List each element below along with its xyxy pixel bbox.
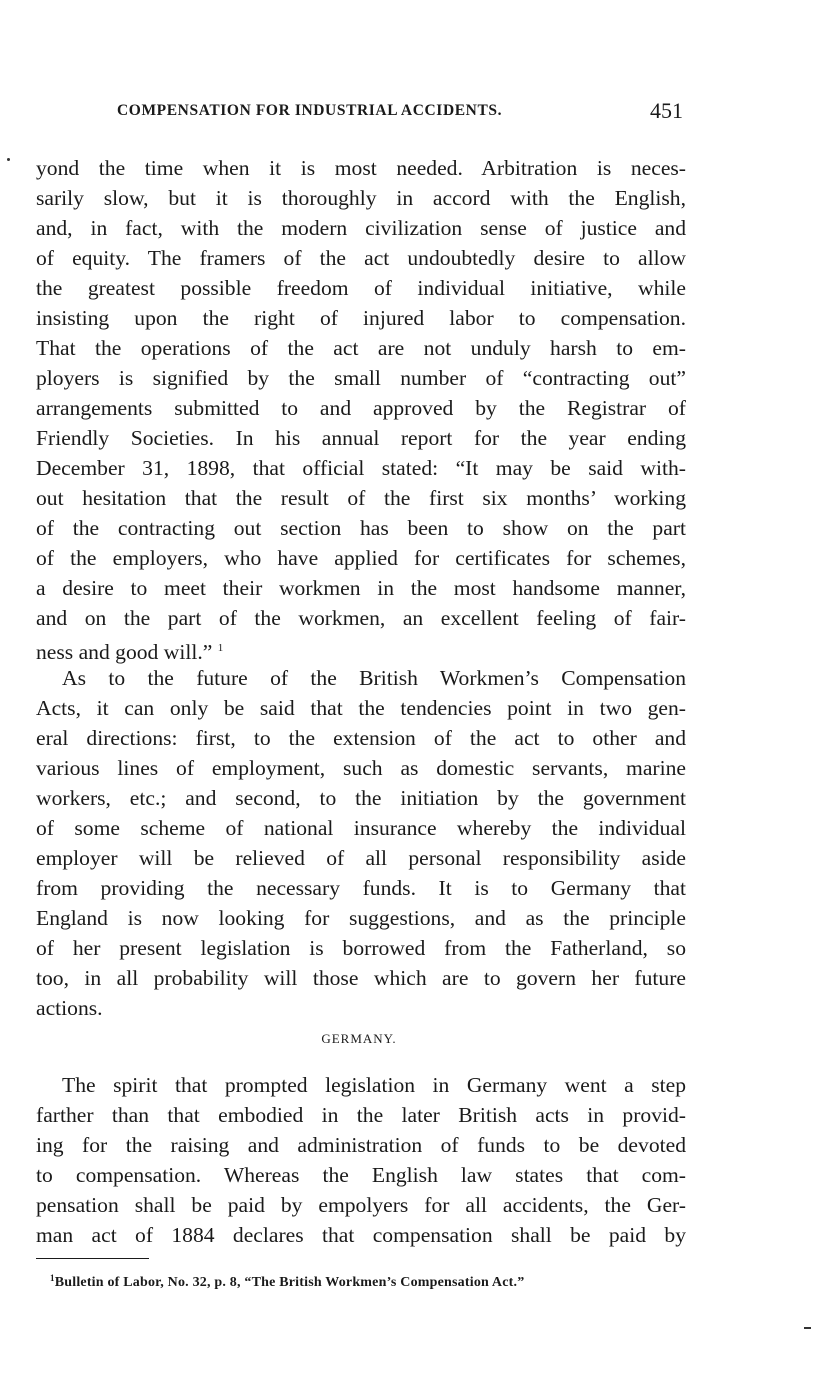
text-line: and on the part of the workmen, an excellent feeling of fair- <box>36 606 686 630</box>
text-line: insisting upon the right of injured labor to compensation. <box>36 306 686 330</box>
text-line: employer will be relieved of all personal responsibility aside <box>36 846 686 870</box>
text-line: yond the time when it is most needed. Arbitration is neces- <box>36 156 686 180</box>
text-line: of some scheme of national insurance whereby the individual <box>36 816 686 840</box>
text-line: workers, etc.; and second, to the initiation by the government <box>36 786 686 810</box>
text-line: That the operations of the act are not unduly harsh to em- <box>36 336 686 360</box>
text-line: England is now looking for suggestions, and as the principle <box>36 906 686 930</box>
footnote-reference: 1 <box>217 642 224 654</box>
text-line: arrangements submitted to and approved by the Registrar of <box>36 396 686 420</box>
text-line: of equity. The framers of the act undoubtedly desire to allow <box>36 246 686 270</box>
footnote-text: Bulletin of Labor, No. 32, p. 8, “The British Workmen’s Compensation Act.” <box>54 1275 525 1290</box>
text-line: and, in fact, with the modern civilization sense of justice and <box>36 216 686 240</box>
text-line: farther than that embodied in the later British acts in provid- <box>36 1103 686 1127</box>
paragraph-germany <box>36 1070 686 1250</box>
text-line: pensation shall be paid by empolyers for all accidents, the Ger- <box>36 1193 686 1217</box>
running-head-title: COMPENSATION FOR INDUSTRIAL ACCIDENTS. <box>117 102 503 119</box>
text-line: the greatest possible freedom of individual initiative, while <box>36 276 686 300</box>
text-line-last: actions. <box>36 996 103 1020</box>
text-line: from providing the necessary funds. It is to Germany that <box>36 876 686 900</box>
text-line: of her present legislation is borrowed from the Fatherland, so <box>36 936 686 960</box>
paragraph-continuation <box>36 153 686 663</box>
text-line: to compensation. Whereas the English law states that com- <box>36 1163 686 1187</box>
text-line-content: ness and good will.” <box>36 640 213 664</box>
text-line: eral directions: first, to the extension of the act to other and <box>36 726 686 750</box>
text-line: sarily slow, but it is thoroughly in accord with the English, <box>36 186 686 210</box>
text-line: various lines of employment, such as domestic servants, marine <box>36 756 686 780</box>
footnote-rule <box>36 1258 149 1259</box>
text-line: ing for the raising and administration of funds to be devoted <box>36 1133 686 1157</box>
footnote-marker: 1 <box>50 1273 55 1283</box>
scan-speck <box>804 1327 811 1329</box>
text-line: too, in all probability will those which are to govern her future <box>36 966 686 990</box>
text-line: December 31, 1898, that official stated: “It may be said with- <box>36 456 686 480</box>
text-line-first: The spirit that prompted legislation in Germany went a step <box>62 1073 686 1097</box>
text-line-last <box>36 633 686 663</box>
section-heading-germany: GERMANY. <box>321 1031 397 1046</box>
text-line: Acts, it can only be said that the tendencies point in two gen- <box>36 696 686 720</box>
text-line: man act of 1884 declares that compensation shall be paid by <box>36 1223 686 1247</box>
text-line: out hesitation that the result of the first six months’ working <box>36 486 686 510</box>
text-line: Friendly Societies. In his annual report for the year ending <box>36 426 686 450</box>
paragraph-future-acts <box>36 663 686 1023</box>
scan-speck <box>7 158 10 161</box>
text-line: of the contracting out section has been to show on the part <box>36 516 686 540</box>
footnote <box>50 1273 524 1291</box>
running-head <box>117 100 683 126</box>
text-line: a desire to meet their workmen in the most handsome manner, <box>36 576 686 600</box>
text-line: of the employers, who have applied for certificates for schemes, <box>36 546 686 570</box>
page-number: 451 <box>650 98 683 123</box>
text-line-first: As to the future of the British Workmen’s Compensation <box>62 666 686 690</box>
text-line: ployers is signified by the small number of “contracting out” <box>36 366 686 390</box>
